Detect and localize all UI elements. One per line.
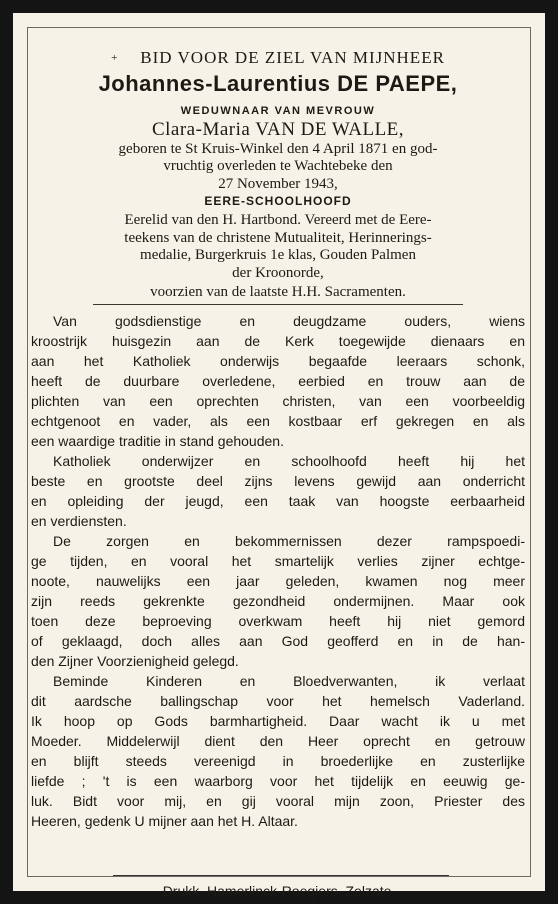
bio-line: geboren te St Kruis-Winkel den 4 April 1871 en god- (118, 141, 438, 157)
paragraph-line: en opleiding der jeugd, een taak van hoogste eerbaarheid (31, 492, 525, 509)
intro-text: BID VOOR DE ZIEL VAN MIJNHEER (140, 48, 445, 67)
widower-line: WEDUWNAAR VAN MEVROUW (180, 105, 376, 117)
paragraph-line: dit aardsche ballingschap voor het hemelsch Vaderland. (31, 692, 525, 709)
sacraments-line: voorzien van de laatste H.H. Sacramenten. (150, 283, 406, 300)
paragraph-line: Ik hoop op Gods barmhartigheid. Daar wacht ik u met (31, 712, 525, 729)
printer-credit: Drukk. Hamerlinck-Roegiers, Zelzate. (162, 883, 396, 899)
paragraph-1 (31, 311, 525, 451)
paragraph-line: Moeder. Middelerwijl dient den Heer oprecht en getrouw (31, 732, 525, 749)
paragraph-line: Katholiek onderwijzer en schoolhoofd heeft hij het (53, 452, 525, 469)
footer-divider (113, 875, 449, 876)
cross-icon: + (111, 52, 119, 64)
honours-line: medalie, Burgerkruis 1e klas, Gouden Palmen (140, 247, 416, 264)
bio-line: 27 November 1943, (218, 175, 338, 192)
paragraph-line: zijn reeds gekrenkte gezondheid ondermijnen. Maar ook (31, 592, 525, 609)
intro-line (31, 47, 525, 71)
deceased-name (31, 71, 525, 97)
paragraph-line: aan het Katholiek onderwijs begaafde leeraars schonk, (31, 352, 525, 369)
deceased-first-names: Johannes-Laurentius (98, 71, 331, 96)
paragraph-line: den Zijner Voorzienigheid gelegd. (31, 652, 239, 669)
paragraph-line: echtgenoot en vader, als een kostbaar erf gekregen en als (31, 412, 525, 429)
paragraph-line: Beminde Kinderen en Bloedverwanten, ik verlaat (53, 672, 525, 689)
divider (93, 304, 463, 305)
card-content (31, 29, 525, 831)
profession-title: EERE-SCHOOLHOOFD (204, 194, 352, 209)
bio-block (31, 141, 525, 193)
deceased-surname: DE PAEPE, (337, 71, 458, 96)
paragraph-3 (31, 531, 525, 671)
honours-line: teekens van de christene Mutualiteit, Herinnerings- (124, 229, 432, 246)
paragraph-line: liefde ; 't is een waarborg voor het tijdelijk en eeuwig ge- (31, 772, 525, 789)
paragraph-2 (31, 451, 525, 531)
paragraph-line: noote, nauwelijks een jaar geleden, kwamen nog meer (31, 572, 525, 589)
paragraph-line: en verdiensten. (31, 512, 127, 529)
paragraph-line: een waardige traditie in stand gehouden. (31, 432, 284, 449)
honours-line: der Kroonorde, (232, 265, 324, 281)
paragraph-line: toen deze beproeving overkwam heeft hij niet gemord (31, 612, 525, 629)
paragraph-line: De zorgen en bekommernissen dezer rampspoedi- (53, 532, 525, 549)
paragraph-line: beste en grootste deel zijns levens gewijd aan onderricht (31, 472, 525, 489)
paragraph-line: kroostrijk huisgezin aan de Kerk toegewijde dienaars en (31, 332, 525, 349)
paragraph-line: luk. Bidt voor mij, en gij vooral mijn zoon, Priester des (31, 792, 525, 809)
paragraph-line: heeft de duurbare overledene, eerbied en trouw aan de (31, 372, 525, 389)
paragraph-line: of geklaagd, doch alles aan God geofferd en in de han- (31, 632, 525, 649)
paragraph-line: en blijft steeds vereenigd in broederlijke en zusterlijke (31, 752, 525, 769)
paragraph-4 (31, 671, 525, 831)
bio-line: vruchtig overleden te Wachtebeke den (163, 158, 393, 175)
paragraph-line: Heeren, gedenk U mijner aan het H. Altaar. (31, 812, 298, 829)
honours-block (31, 212, 525, 282)
wife-name: Clara-Maria VAN DE WALLE, (151, 119, 405, 140)
paragraph-line: ge tijden, en vooral het smartelijk verlies zijner echtge- (31, 552, 525, 569)
paragraph-line: plichten van een oprechten christen, van een voorbeeldig (31, 392, 525, 409)
paragraph-line: Van godsdienstige en deugdzame ouders, wiens (53, 312, 525, 329)
honours-line: Eerelid van den H. Hartbond. Vereerd met de Eere- (124, 212, 432, 229)
